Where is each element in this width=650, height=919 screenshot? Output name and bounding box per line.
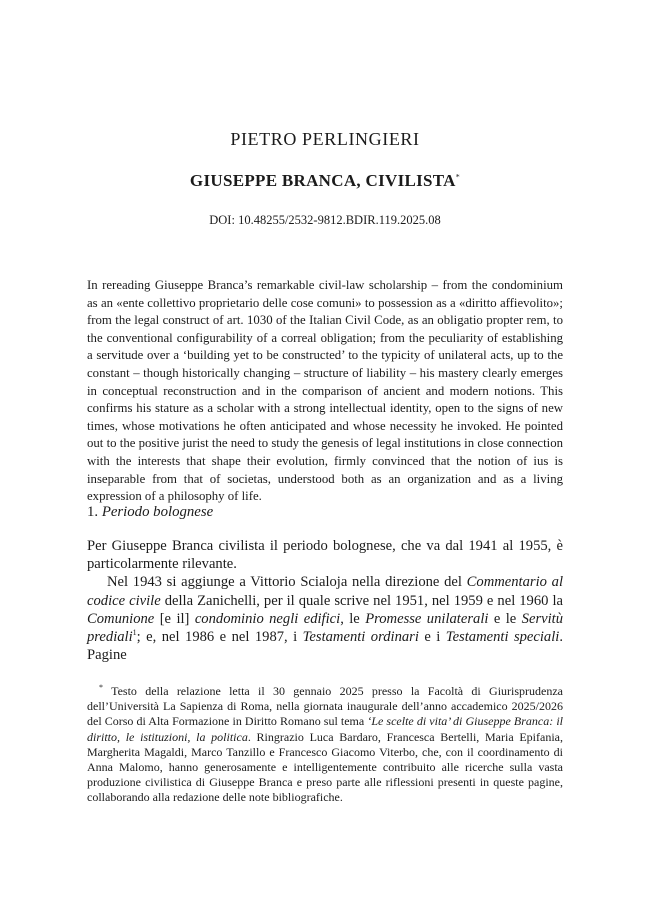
abstract-paragraph: In rereading Giuseppe Branca’s remarkable civil-law scholarship – from the condominium as an «ente collettivo proprietario delle cose comuni» to possession as a «diritto affievolito»; from the legal construct of art. 1030 of the Italian Civil Code, as an obligatio propter rem, to the conventional configurability of a correal obligation; from the peculiarity of establishing a servitude over a ‘building yet to be constructed’ to the typicity of unilateral acts, up to the constant – though historically changing – structure of liability – his mastery clearly emerges in conceptual reconstruction and in the comparison of ancient and modern notions. This confirms his stature as a scholar with a strong intellectual identity, open to the signs of new times, whose motivations he often anticipated and whose necessity he invoked. He pointed out to the positive jurist the need to study the genesis of legal institutions in close connection with the interests that shape their evolution, firmly convinced that the notion of ius is inseparable from that of societas, understood both as an organization and as a living expression of a philosophy of life.: [87, 278, 563, 504]
footnote-reference-1[interactable]: 1: [132, 628, 137, 638]
work-title-comunione: Comunione: [87, 610, 155, 627]
work-title-commentario: Commentario al codice civile: [87, 574, 564, 609]
footnote-italic-theme: ‘Le scelte di vita’ di Giuseppe Branca: il diritto, le istituzioni, la politica: [87, 714, 563, 744]
section-title: Periodo bolognese: [101, 504, 214, 520]
author-name: PIETRO PERLINGIERI: [230, 129, 420, 149]
body-text: [87, 537, 563, 664]
article-title: [0, 170, 650, 192]
body-text-run: e le: [488, 610, 522, 627]
body-text-run: . Pagine: [87, 629, 563, 664]
body-text-run: della Zanichelli, per il quale scrive nel 1951, nel 1959 e nel 1960 la: [160, 592, 563, 609]
work-title-condominio: condominio negli edifici: [194, 610, 341, 627]
body-text-run: [e il]: [154, 610, 195, 627]
section-number: 1.: [87, 504, 99, 520]
body-text-run: ; e, nel 1986 e nel 1987, i: [136, 629, 303, 646]
body-paragraph-2: [87, 573, 563, 664]
footnote-text: . Ringrazio Luca Bardaro, Francesca Bertelli, Maria Epifania, Margherita Magaldi, Marco Tanzillo e Francesco Giacomo Viterbo, che, con il coordinamento di Anna Malomo, hanno generosamente e intelligentemente contribuito alle ricerche sulla vasta produzione civilistica di Giuseppe Branca e preso parte alle riflessioni presenti in queste pagine, collaborando alla redazione delle note bibliografiche.: [87, 729, 563, 805]
work-title-testamenti-speciali: Testamenti speciali: [445, 629, 560, 646]
article-title-text: GIUSEPPE BRANCA, CIVILISTA: [189, 171, 456, 190]
footnote: [87, 684, 563, 806]
body-text-run: e i: [418, 629, 446, 646]
body-text-run: Nel 1943 si aggiunge a Vittorio Scialoja nella direzione del: [107, 574, 467, 591]
body-text-run: , le: [340, 610, 366, 627]
footnote-mark-symbol: *: [99, 683, 103, 692]
work-title-testamenti-ordinari: Testamenti ordinari: [302, 629, 419, 646]
work-title-servitu: Servitù prediali: [87, 610, 564, 646]
work-title-promesse: Promesse unilaterali: [365, 610, 489, 627]
doi-line: DOI: 10.48255/2532-9812.BDIR.119.2025.08: [209, 213, 441, 227]
section-heading: [87, 503, 213, 521]
title-footnote-mark[interactable]: *: [455, 172, 461, 182]
body-paragraph-1: Per Giuseppe Branca civilista il periodo bolognese, che va dal 1941 al 1955, è particolarmente rilevante.: [87, 538, 563, 573]
footnote-text: Testo della relazione letta il 30 gennaio 2025 presso la Facoltà di Giurisprudenza dell’Università La Sapienza di Roma, nella giornata inaugurale dell’anno accademico 2025/2026 del Corso di Alta Formazione in Diritto Romano sul tema: [87, 684, 563, 729]
